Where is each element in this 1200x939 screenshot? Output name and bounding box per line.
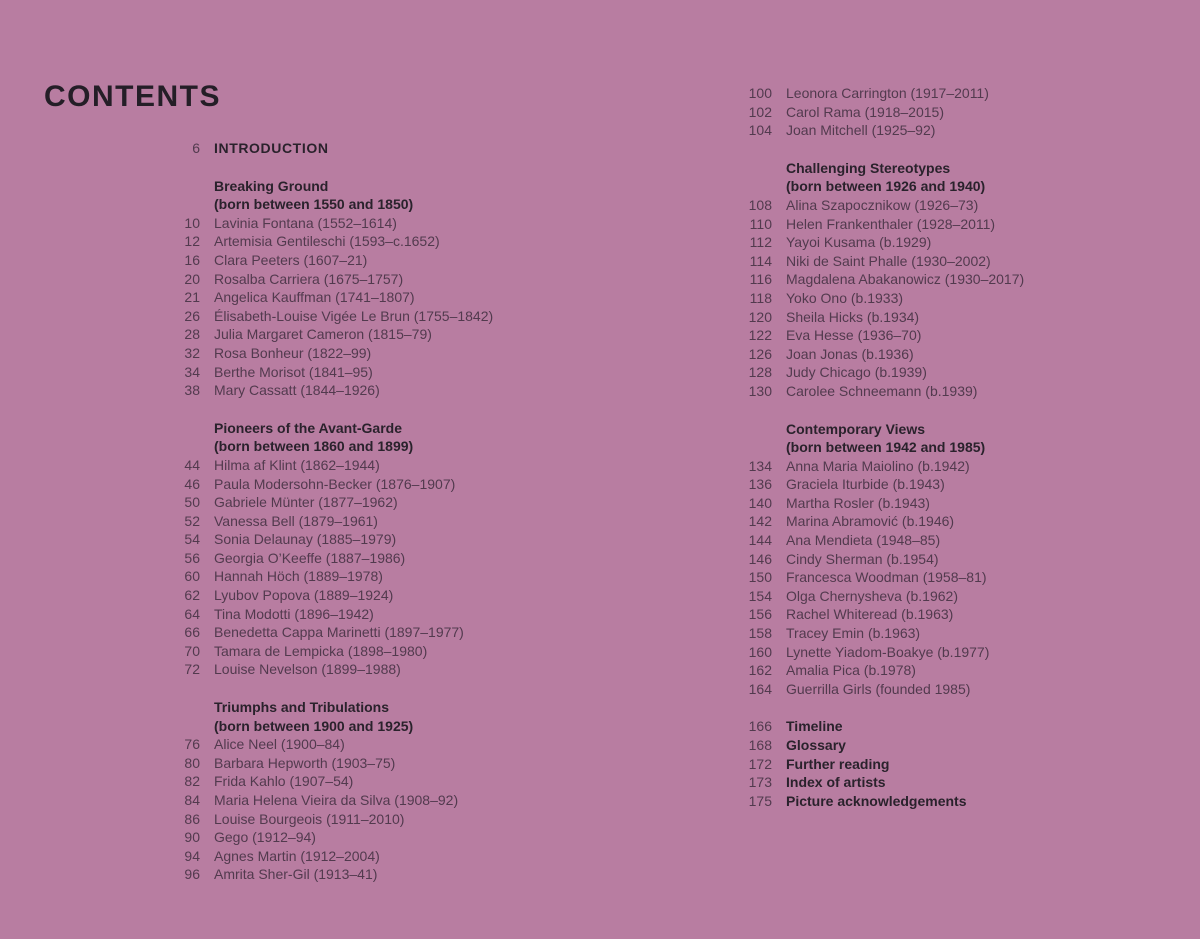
intro-block xyxy=(160,139,640,158)
entry-label: Leonora Carrington (1917–2011) xyxy=(786,85,989,101)
entry-page-number: 120 xyxy=(748,308,772,325)
entry-label: Martha Rosler (b.1943) xyxy=(786,494,930,511)
entry-label: Barbara Hepworth (1903–75) xyxy=(214,754,396,771)
entry-page-number: 82 xyxy=(184,773,200,790)
entry-label: Lavinia Fontana (1552–1614) xyxy=(214,214,397,231)
entry-page-number: 80 xyxy=(184,754,200,771)
entry-page-number: 104 xyxy=(748,122,772,139)
toc-entry xyxy=(732,363,1172,382)
entry-label: Clara Peeters (1607–21) xyxy=(214,251,368,268)
entry-label: Carol Rama (1918–2015) xyxy=(786,103,944,120)
entry-page-number: 38 xyxy=(184,382,200,399)
entry-page-number: 122 xyxy=(748,327,772,344)
entry-page-number: 56 xyxy=(184,549,200,566)
toc-entry xyxy=(732,494,1172,513)
section-heading: (born between 1926 and 1940) xyxy=(786,178,986,195)
entry-label: Niki de Saint Phalle (1930–2002) xyxy=(786,252,991,269)
entry-page-number: 100 xyxy=(748,85,772,101)
entry-page-number: 12 xyxy=(184,233,200,250)
entry-label: Louise Bourgeois (1911–2010) xyxy=(214,810,405,827)
page-title: CONTENTS xyxy=(44,80,221,113)
toc-entry xyxy=(160,642,640,661)
entry-page-number: 54 xyxy=(184,531,200,548)
toc-entry xyxy=(160,251,640,270)
entry-label: Picture acknowledgements xyxy=(786,792,967,809)
toc-entry xyxy=(732,531,1172,550)
entry-page-number: 140 xyxy=(748,494,772,511)
toc-entry xyxy=(160,530,640,549)
entry-label: Further reading xyxy=(786,755,890,772)
toc-entry xyxy=(732,196,1172,215)
toc-entry xyxy=(160,512,640,531)
section-heading: Triumphs and Tribulations xyxy=(214,699,390,716)
entry-page-number: 50 xyxy=(184,494,200,511)
entry-page-number: 76 xyxy=(184,736,200,753)
entry-label: Julia Margaret Cameron (1815–79) xyxy=(214,326,432,343)
section-heading: Challenging Stereotypes xyxy=(786,159,951,176)
entry-label: Alice Neel (1900–84) xyxy=(214,736,345,753)
toc-entry xyxy=(732,382,1172,401)
entry-page-number: 72 xyxy=(184,661,200,678)
toc-entry xyxy=(732,252,1172,271)
entry-label: Agnes Martin (1912–2004) xyxy=(214,847,380,864)
entry-page-number: 158 xyxy=(748,625,772,642)
entry-label: Joan Jonas (b.1936) xyxy=(786,345,914,362)
entry-page-number: 118 xyxy=(749,289,772,306)
entry-page-number: 102 xyxy=(748,103,772,120)
toc-entry xyxy=(732,121,1172,140)
entry-page-number: 28 xyxy=(184,326,200,343)
toc-entry xyxy=(160,567,640,586)
toc-entry xyxy=(160,772,640,791)
entry-page-number: 128 xyxy=(748,364,772,381)
section-breaking-ground xyxy=(160,177,640,400)
entry-label: Maria Helena Vieira da Silva (1908–92) xyxy=(214,792,459,808)
section-heading: Breaking Ground xyxy=(214,177,329,194)
section-heading: Contemporary Views xyxy=(786,420,926,437)
section-heading: Pioneers of the Avant-Garde xyxy=(214,419,403,436)
entry-label: Guerrilla Girls (founded 1985) xyxy=(786,680,971,697)
section-triumphs-and-tribulations xyxy=(160,698,640,884)
entry-label: Rosalba Carriera (1675–1757) xyxy=(214,270,404,287)
toc-entry xyxy=(160,660,640,679)
toc-entry xyxy=(160,214,640,233)
entry-label: INTRODUCTION xyxy=(214,140,329,156)
entry-page-number: 94 xyxy=(184,847,200,864)
entry-label: Frida Kahlo (1907–54) xyxy=(214,773,354,790)
entry-page-number: 64 xyxy=(184,605,200,622)
toc-entry xyxy=(732,792,1172,811)
entry-label: Carolee Schneemann (b.1939) xyxy=(786,382,978,399)
toc-entry xyxy=(160,232,640,251)
entry-page-number: 168 xyxy=(748,737,772,753)
entry-label: Yayoi Kusama (b.1929) xyxy=(786,234,932,251)
section-heading: (born between 1942 and 1985) xyxy=(786,439,986,456)
entry-label: Eva Hesse (1936–70) xyxy=(786,327,922,344)
entry-label: Graciela Iturbide (b.1943) xyxy=(786,476,945,493)
entry-label: Mary Cassatt (1844–1926) xyxy=(214,382,380,399)
toc-entry xyxy=(732,103,1172,122)
entry-page-number: 130 xyxy=(748,382,772,399)
entry-label: Alina Szapocznikow (1926–73) xyxy=(786,196,979,213)
entry-page-number: 70 xyxy=(184,642,200,659)
entry-page-number: 84 xyxy=(184,792,200,808)
entry-page-number: 26 xyxy=(184,307,200,324)
entry-label: Rachel Whiteread (b.1963) xyxy=(786,606,954,623)
entry-page-number: 142 xyxy=(748,513,772,530)
entry-page-number: 114 xyxy=(749,252,772,269)
entry-page-number: 6 xyxy=(192,140,200,156)
entry-page-number: 136 xyxy=(748,476,772,493)
entry-label: Helen Frankenthaler (1928–2011) xyxy=(786,215,996,232)
entry-label: Ana Mendieta (1948–85) xyxy=(786,532,941,549)
entry-page-number: 175 xyxy=(748,792,772,809)
toc-entry xyxy=(160,288,640,307)
entry-page-number: 116 xyxy=(749,271,772,288)
entry-page-number: 160 xyxy=(748,643,772,660)
entry-label: Gabriele Münter (1877–1962) xyxy=(214,494,398,511)
entry-label: Gego (1912–94) xyxy=(214,829,316,846)
entry-label: Benedetta Cappa Marinetti (1897–1977) xyxy=(214,624,464,641)
entry-label: Yoko Ono (b.1933) xyxy=(786,289,904,306)
entry-label: Index of artists xyxy=(786,774,886,791)
entry-page-number: 52 xyxy=(184,512,200,529)
toc-entry xyxy=(732,215,1172,234)
toc-column-left xyxy=(160,139,640,884)
section-heading: (born between 1900 and 1925) xyxy=(214,717,414,734)
entry-label: Georgia O’Keeffe (1887–1986) xyxy=(214,549,406,566)
entry-page-number: 46 xyxy=(184,475,200,492)
entry-label: Angelica Kauffman (1741–1807) xyxy=(214,289,415,306)
entry-label: Tracey Emin (b.1963) xyxy=(786,625,921,642)
toc-entry xyxy=(732,568,1172,587)
entry-label: Artemisia Gentileschi (1593–c.1652) xyxy=(214,233,440,250)
entry-page-number: 134 xyxy=(748,457,772,474)
toc-entry xyxy=(732,270,1172,289)
toc-entry xyxy=(160,456,640,475)
toc-entry xyxy=(160,735,640,754)
entry-label: Amrita Sher-Gil (1913–41) xyxy=(214,866,378,883)
toc-entry xyxy=(160,810,640,829)
section-triumphs-continued xyxy=(732,84,1172,140)
entry-label: Tamara de Lempicka (1898–1980) xyxy=(214,642,428,659)
entry-page-number: 162 xyxy=(748,662,772,679)
entry-page-number: 108 xyxy=(748,196,772,213)
entry-label: Sonia Delaunay (1885–1979) xyxy=(214,531,397,548)
toc-entry xyxy=(732,587,1172,606)
entry-page-number: 10 xyxy=(184,214,200,231)
entry-page-number: 146 xyxy=(748,550,772,567)
entry-page-number: 20 xyxy=(184,270,200,287)
toc-entry xyxy=(160,865,640,884)
toc-entry xyxy=(160,270,640,289)
section-heading: (born between 1860 and 1899) xyxy=(214,438,414,455)
toc-column-right xyxy=(732,84,1172,810)
entry-label: Joan Mitchell (1925–92) xyxy=(786,122,936,139)
toc-entry xyxy=(732,755,1172,774)
toc-entry xyxy=(732,345,1172,364)
entry-page-number: 172 xyxy=(748,755,772,772)
toc-entry xyxy=(160,363,640,382)
section-challenging-stereotypes xyxy=(732,159,1172,401)
entry-label: Berthe Morisot (1841–95) xyxy=(214,363,373,380)
toc-entry xyxy=(732,736,1172,755)
entry-label: Anna Maria Maiolino (b.1942) xyxy=(786,457,970,474)
toc-entry xyxy=(732,84,1172,103)
entry-page-number: 150 xyxy=(748,569,772,586)
entry-page-number: 90 xyxy=(184,829,200,846)
entry-page-number: 166 xyxy=(748,718,772,735)
toc-entry xyxy=(732,308,1172,327)
toc-entry xyxy=(160,605,640,624)
entry-page-number: 60 xyxy=(184,568,200,585)
toc-entry xyxy=(160,139,640,158)
entry-page-number: 156 xyxy=(748,606,772,623)
entry-label: Magdalena Abakanowicz (1930–2017) xyxy=(786,271,1025,288)
entry-page-number: 144 xyxy=(748,532,772,549)
toc-entry xyxy=(732,289,1172,308)
entry-label: Tina Modotti (1896–1942) xyxy=(214,605,374,622)
toc-entry xyxy=(160,754,640,773)
toc-entry xyxy=(160,493,640,512)
entry-page-number: 32 xyxy=(184,344,200,361)
entry-page-number: 110 xyxy=(749,215,772,232)
entry-page-number: 21 xyxy=(184,289,200,306)
toc-entry xyxy=(732,680,1172,699)
toc-entry xyxy=(732,233,1172,252)
entry-page-number: 16 xyxy=(184,251,200,268)
entry-label: Vanessa Bell (1879–1961) xyxy=(214,512,378,529)
toc-entry xyxy=(732,475,1172,494)
toc-entry xyxy=(160,381,640,400)
section-contemporary-views xyxy=(732,420,1172,699)
entry-label: Lynette Yiadom-Boakye (b.1977) xyxy=(786,643,990,660)
toc-entry xyxy=(160,475,640,494)
entry-label: Élisabeth-Louise Vigée Le Brun (1755–1842) xyxy=(214,307,494,324)
section-pioneers-of-the-avant-garde xyxy=(160,419,640,679)
entry-label: Sheila Hicks (b.1934) xyxy=(786,308,920,325)
entry-label: Louise Nevelson (1899–1988) xyxy=(214,661,401,678)
toc-entry xyxy=(160,549,640,568)
entry-label: Hilma af Klint (1862–1944) xyxy=(214,456,380,473)
toc-entry xyxy=(160,791,640,810)
entry-page-number: 86 xyxy=(184,810,200,827)
entry-page-number: 66 xyxy=(184,624,200,641)
toc-entry xyxy=(732,624,1172,643)
toc-entry xyxy=(732,550,1172,569)
entry-label: Amalia Pica (b.1978) xyxy=(786,662,916,679)
toc-entry xyxy=(160,623,640,642)
entry-page-number: 96 xyxy=(184,866,200,883)
toc-entry xyxy=(732,717,1172,736)
toc-entry xyxy=(732,661,1172,680)
toc-entry xyxy=(732,512,1172,531)
entry-page-number: 173 xyxy=(748,774,772,791)
entry-page-number: 44 xyxy=(184,456,200,473)
toc-entry xyxy=(732,457,1172,476)
entry-label: Lyubov Popova (1889–1924) xyxy=(214,587,394,604)
entry-label: Hannah Höch (1889–1978) xyxy=(214,568,383,585)
toc-entry xyxy=(160,847,640,866)
toc-entry xyxy=(160,325,640,344)
entry-page-number: 62 xyxy=(184,587,200,604)
toc-entry xyxy=(732,773,1172,792)
toc-entry xyxy=(732,326,1172,345)
toc-entry xyxy=(732,605,1172,624)
entry-label: Judy Chicago (b.1939) xyxy=(786,364,927,381)
entry-label: Francesca Woodman (1958–81) xyxy=(786,569,987,586)
entry-page-number: 154 xyxy=(748,587,772,604)
entry-page-number: 112 xyxy=(749,234,772,251)
entry-label: Rosa Bonheur (1822–99) xyxy=(214,344,372,361)
entry-label: Timeline xyxy=(786,718,843,735)
entry-label: Marina Abramović (b.1946) xyxy=(786,513,955,530)
toc-entry xyxy=(160,828,640,847)
toc-entry xyxy=(160,586,640,605)
toc-entry xyxy=(160,307,640,326)
entry-label: Olga Chernysheva (b.1962) xyxy=(786,587,958,604)
entry-label: Cindy Sherman (b.1954) xyxy=(786,550,939,567)
toc-entry xyxy=(732,643,1172,662)
entry-page-number: 164 xyxy=(748,680,772,697)
entry-page-number: 126 xyxy=(748,345,772,362)
entry-label: Paula Modersohn-Becker (1876–1907) xyxy=(214,475,456,492)
toc-entry xyxy=(160,344,640,363)
entry-page-number: 34 xyxy=(184,363,200,380)
entry-label: Glossary xyxy=(786,737,846,753)
backmatter-block xyxy=(732,717,1172,810)
section-heading: (born between 1550 and 1850) xyxy=(214,196,414,213)
